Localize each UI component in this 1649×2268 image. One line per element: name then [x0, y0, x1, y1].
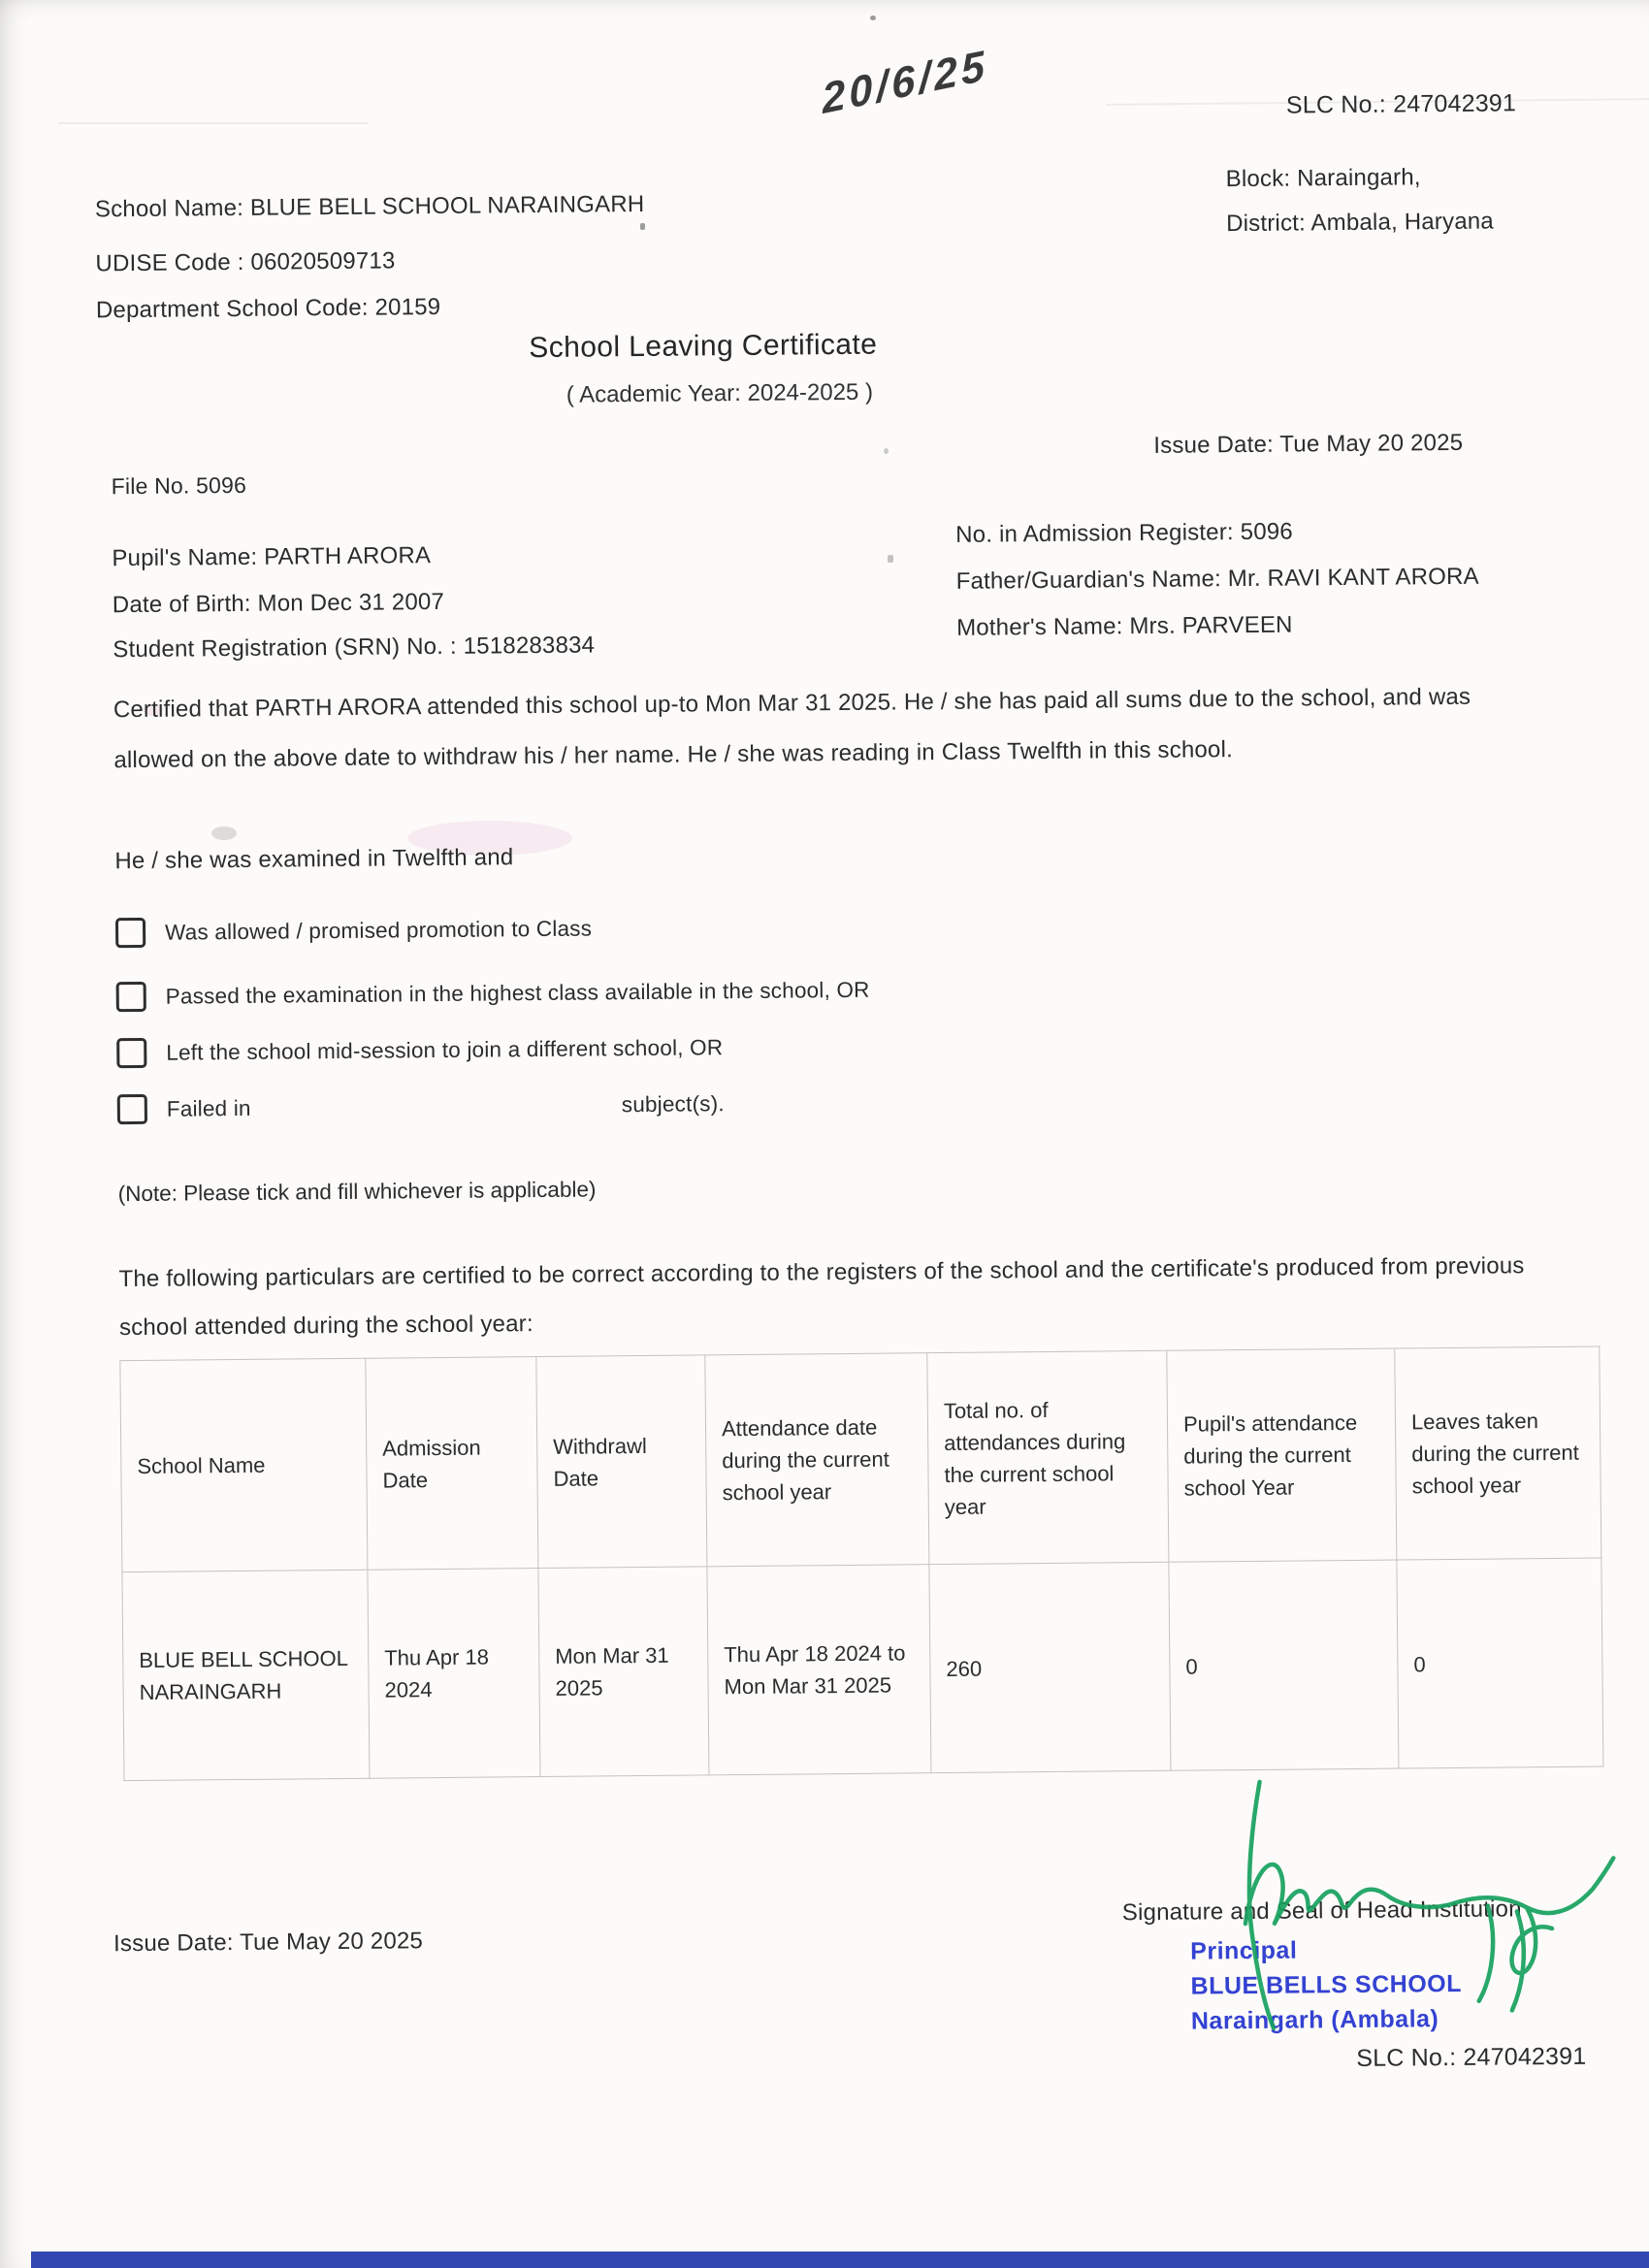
mother-name-line: Mother's Name: Mrs. PARVEEN — [955, 611, 1293, 641]
academic-year: ( Academic Year: 2024-2025 ) — [566, 378, 874, 408]
promotion-checkbox[interactable] — [115, 918, 146, 948]
certificate-title: School Leaving Certificate — [529, 328, 878, 365]
cell-admission-date: Thu Apr 18 2024 — [368, 1569, 540, 1779]
particulars-intro: The following particulars are certified to be correct according to the registers of the school and the certificate's produced from previous school attended during the school year: — [118, 1252, 1525, 1342]
col-header-school-name: School Name — [120, 1358, 368, 1571]
father-name-line: Father/Guardian's Name: Mr. RAVI KANT ARORA — [955, 563, 1479, 595]
admission-register-line: No. in Admission Register: 5096 — [955, 518, 1294, 548]
handwritten-date: 20/6/25 — [820, 41, 990, 124]
block-line: Block: Naraingarh, — [1225, 164, 1421, 193]
col-header-attendance-date: Attendance date during the current school year — [705, 1353, 929, 1567]
udise-line: UDISE Code : 06020509713 — [95, 247, 396, 277]
slc-number-bottom: SLC No.: 247042391 — [1356, 2042, 1587, 2072]
table-row — [122, 1558, 1603, 1781]
option-row-failed — [117, 1086, 990, 1125]
examined-line: He / she was examined in Twelfth and — [114, 844, 514, 875]
file-no: File No. 5096 — [111, 471, 247, 500]
cell-withdrawl-date: Mon Mar 31 2025 — [538, 1567, 709, 1777]
issue-date-bottom: Issue Date: Tue May 20 2025 — [113, 1928, 424, 1958]
issue-date-top: Issue Date: Tue May 20 2025 — [1153, 429, 1464, 459]
option-row-left-school — [116, 1032, 723, 1068]
left-school-checkbox[interactable] — [116, 1038, 146, 1068]
option-label: Left the school mid-session to join a different school, OR — [166, 1034, 724, 1065]
signature-ink — [1196, 1774, 1626, 2040]
cell-attendance-date: Thu Apr 18 2024 to Mon Mar 31 2025 — [707, 1565, 931, 1775]
particulars-table — [119, 1346, 1603, 1782]
cell-total-attendances: 260 — [929, 1562, 1171, 1772]
col-header-leaves-taken: Leaves taken during the current school year — [1395, 1346, 1601, 1560]
cell-school-name: BLUE BELL SCHOOL NARAINGARH — [122, 1570, 370, 1780]
srn-line: Student Registration (SRN) No. : 1518283834 — [113, 632, 596, 664]
stamp-line-place: Naraingarh (Ambala) — [1190, 2005, 1439, 2035]
passed-exam-checkbox[interactable] — [116, 982, 146, 1012]
failed-checkbox[interactable] — [117, 1094, 147, 1124]
certification-paragraph: Certified that PARTH ARORA attended this school up-to Mon Mar 31 2025. He / she has paid all sums due to the school, and was allowed on the above date to withdraw his / her name. He / she was reading in Class Twelfth in this school. — [113, 683, 1471, 774]
slc-number-top: SLC No.: 247042391 — [1285, 89, 1517, 119]
option-row-passed — [116, 975, 870, 1012]
subjects-suffix: subject(s). — [621, 1090, 725, 1117]
cell-leaves-taken: 0 — [1397, 1558, 1603, 1768]
dob-line: Date of Birth: Mon Dec 31 2007 — [112, 588, 445, 619]
school-name-line: School Name: BLUE BELL SCHOOL NARAINGARH — [94, 190, 645, 223]
signature-seal-label: Signature and Seal of Head Institution — [1121, 1895, 1522, 1927]
stamp-line-principal: Principal — [1190, 1936, 1298, 1965]
dept-code-line: Department School Code: 20159 — [95, 293, 441, 324]
table-header-row — [120, 1346, 1601, 1572]
option-label: Passed the examination in the highest class available in the school, OR — [165, 977, 870, 1009]
col-header-total-attendances: Total no. of attendances during the current school year — [927, 1350, 1169, 1564]
cell-pupil-attendance: 0 — [1169, 1560, 1399, 1770]
district-line: District: Ambala, Haryana — [1226, 208, 1495, 238]
col-header-admission-date: Admission Date — [366, 1357, 538, 1571]
option-label: Was allowed / promised promotion to Class — [164, 915, 593, 945]
note-line: (Note: Please tick and fill whichever is applicable) — [117, 1177, 597, 1207]
stamp-line-school: BLUE BELLS SCHOOL — [1190, 1969, 1463, 2000]
bottom-scan-bar — [31, 2252, 1649, 2268]
col-header-pupil-attendance: Pupil's attendance during the current school Year — [1167, 1348, 1397, 1562]
col-header-withdrawl-date: Withdrawl Date — [536, 1355, 707, 1569]
option-row-promotion — [115, 913, 592, 948]
option-label: Failed in — [166, 1095, 251, 1121]
pupil-name-line: Pupil's Name: PARTH ARORA — [112, 542, 432, 572]
